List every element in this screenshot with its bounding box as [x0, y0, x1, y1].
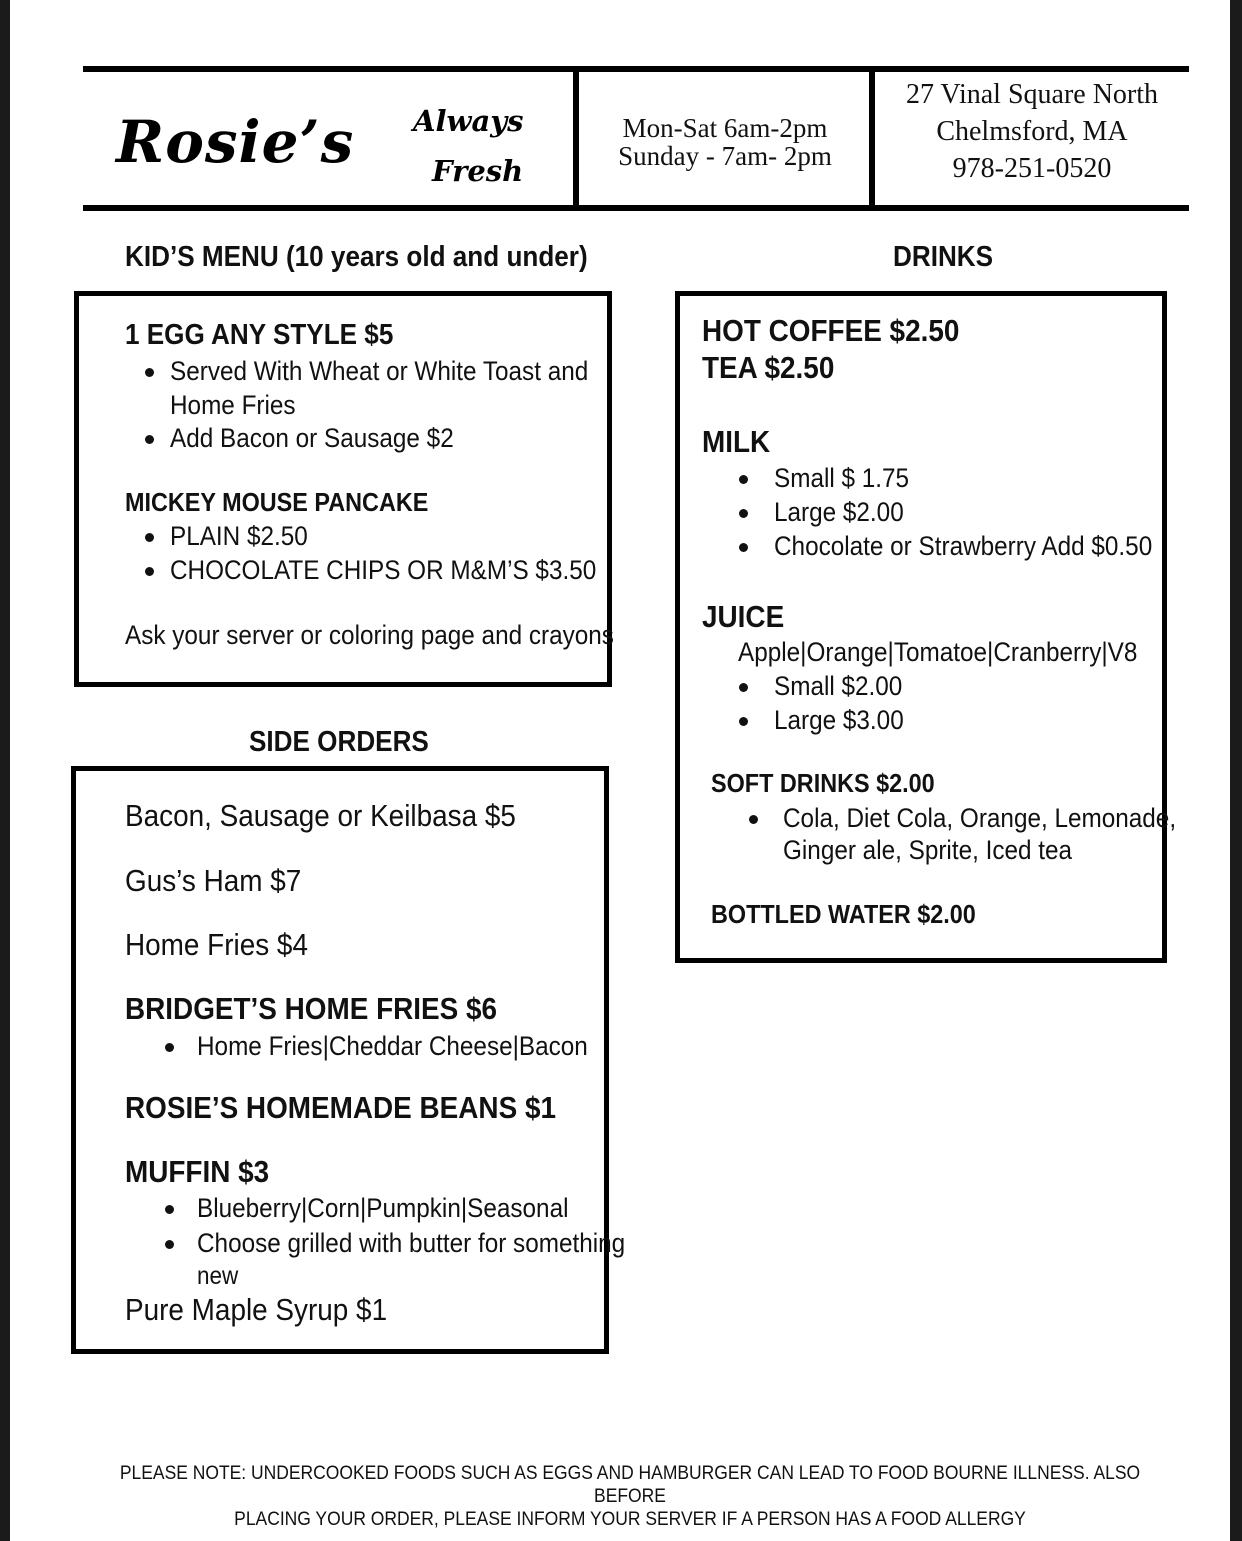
soft-drinks-list: Cola, Diet Cola, Orange, Lemonade,	[783, 803, 1177, 833]
tea-item: TEA $2.50	[702, 350, 835, 385]
bullet	[749, 815, 758, 824]
side-item-home-fries: Home Fries $4	[125, 927, 308, 962]
bullet	[145, 368, 154, 377]
header-top-rule	[83, 66, 1189, 72]
milk-flavor-addon: Chocolate or Strawberry Add $0.50	[774, 531, 1153, 561]
beans-title: ROSIE’S HOMEMADE BEANS $1	[125, 1090, 556, 1125]
bullet	[739, 475, 748, 484]
muffin-title: MUFFIN $3	[125, 1154, 270, 1189]
header-bottom-rule	[83, 205, 1189, 211]
left-page-edge	[0, 0, 10, 1541]
restaurant-logo: Rosie’s	[116, 108, 355, 176]
pancake-bullet-2: CHOCOLATE CHIPS OR M&M’S $3.50	[170, 555, 597, 585]
bullet	[739, 717, 748, 726]
hours-weekday: Mon-Sat 6am-2pm	[622, 113, 828, 143]
bullet	[165, 1205, 174, 1214]
coffee-item: HOT COFFEE $2.50	[702, 313, 960, 348]
muffin-bullet-1: Blueberry|Corn|Pumpkin|Seasonal	[197, 1193, 569, 1223]
egg-item-title: 1 EGG ANY STYLE $5	[125, 319, 394, 351]
bullet	[165, 1240, 174, 1249]
pancake-bullet-1: PLAIN $2.50	[170, 521, 308, 551]
drinks-heading: DRINKS	[893, 241, 994, 273]
city-state: Chelmsford, MA	[936, 116, 1128, 147]
milk-small: Small $ 1.75	[774, 463, 910, 493]
side-item-meats: Bacon, Sausage or Keilbasa $5	[125, 798, 516, 833]
juice-flavors: Apple|Orange|Tomatoe|Cranberry|V8	[738, 637, 1138, 667]
bridget-title: BRIDGET’S HOME FRIES $6	[125, 991, 498, 1026]
allergy-notice	[106, 1462, 1155, 1531]
milk-large: Large $2.00	[774, 497, 904, 527]
bullet	[165, 1043, 174, 1052]
opening-hours	[580, 114, 870, 170]
side-item-ham: Gus’s Ham $7	[125, 863, 302, 898]
bullet	[739, 683, 748, 692]
egg-bullet-1-cont: Home Fries	[170, 390, 296, 420]
address-block	[876, 76, 1188, 187]
phone-number: 978-251-0520	[952, 153, 1112, 184]
maple-syrup-item: Pure Maple Syrup $1	[125, 1292, 388, 1327]
bullet	[145, 435, 154, 444]
coloring-note: Ask your server or coloring page and crayons	[125, 620, 614, 650]
juice-title: JUICE	[702, 599, 785, 634]
bridget-bullet: Home Fries|Cheddar Cheese|Bacon	[197, 1031, 588, 1061]
side-orders-heading: SIDE ORDERS	[249, 726, 429, 758]
pancake-title: MICKEY MOUSE PANCAKE	[125, 487, 429, 517]
soft-drinks-list-cont: Ginger ale, Sprite, Iced tea	[783, 835, 1073, 865]
muffin-bullet-2-cont: new	[197, 1262, 239, 1290]
allergy-notice-line-2: PLACING YOUR ORDER, PLEASE INFORM YOUR SERVER IF A PERSON HAS A FOOD ALLERGY	[234, 1509, 1026, 1530]
bullet	[739, 509, 748, 518]
juice-large: Large $3.00	[774, 705, 904, 735]
header-divider-1	[573, 66, 579, 211]
muffin-bullet-2: Choose grilled with butter for something	[197, 1228, 626, 1258]
bullet	[145, 567, 154, 576]
tagline-fresh: Fresh	[432, 154, 524, 188]
bullet	[145, 533, 154, 542]
street-address: 27 Vinal Square North	[905, 79, 1159, 110]
juice-small: Small $2.00	[774, 671, 903, 701]
right-page-edge	[1230, 0, 1242, 1541]
soft-drinks-title: SOFT DRINKS $2.00	[711, 768, 935, 798]
bottled-water-item: BOTTLED WATER $2.00	[711, 899, 976, 929]
kids-menu-heading: KID’S MENU (10 years old and under)	[125, 241, 588, 273]
hours-sunday: Sunday - 7am- 2pm	[618, 141, 832, 171]
egg-bullet-2: Add Bacon or Sausage $2	[170, 423, 454, 453]
milk-title: MILK	[702, 424, 771, 459]
allergy-notice-line-1: PLEASE NOTE: UNDERCOOKED FOODS SUCH AS EGGS AND HAMBURGER CAN LEAD TO FOOD BOURNE ILLNESS. ALSO BEFORE	[119, 1463, 1141, 1507]
tagline-always: Always	[413, 104, 524, 138]
bullet	[739, 543, 748, 552]
egg-bullet-1: Served With Wheat or White Toast and	[170, 356, 589, 386]
